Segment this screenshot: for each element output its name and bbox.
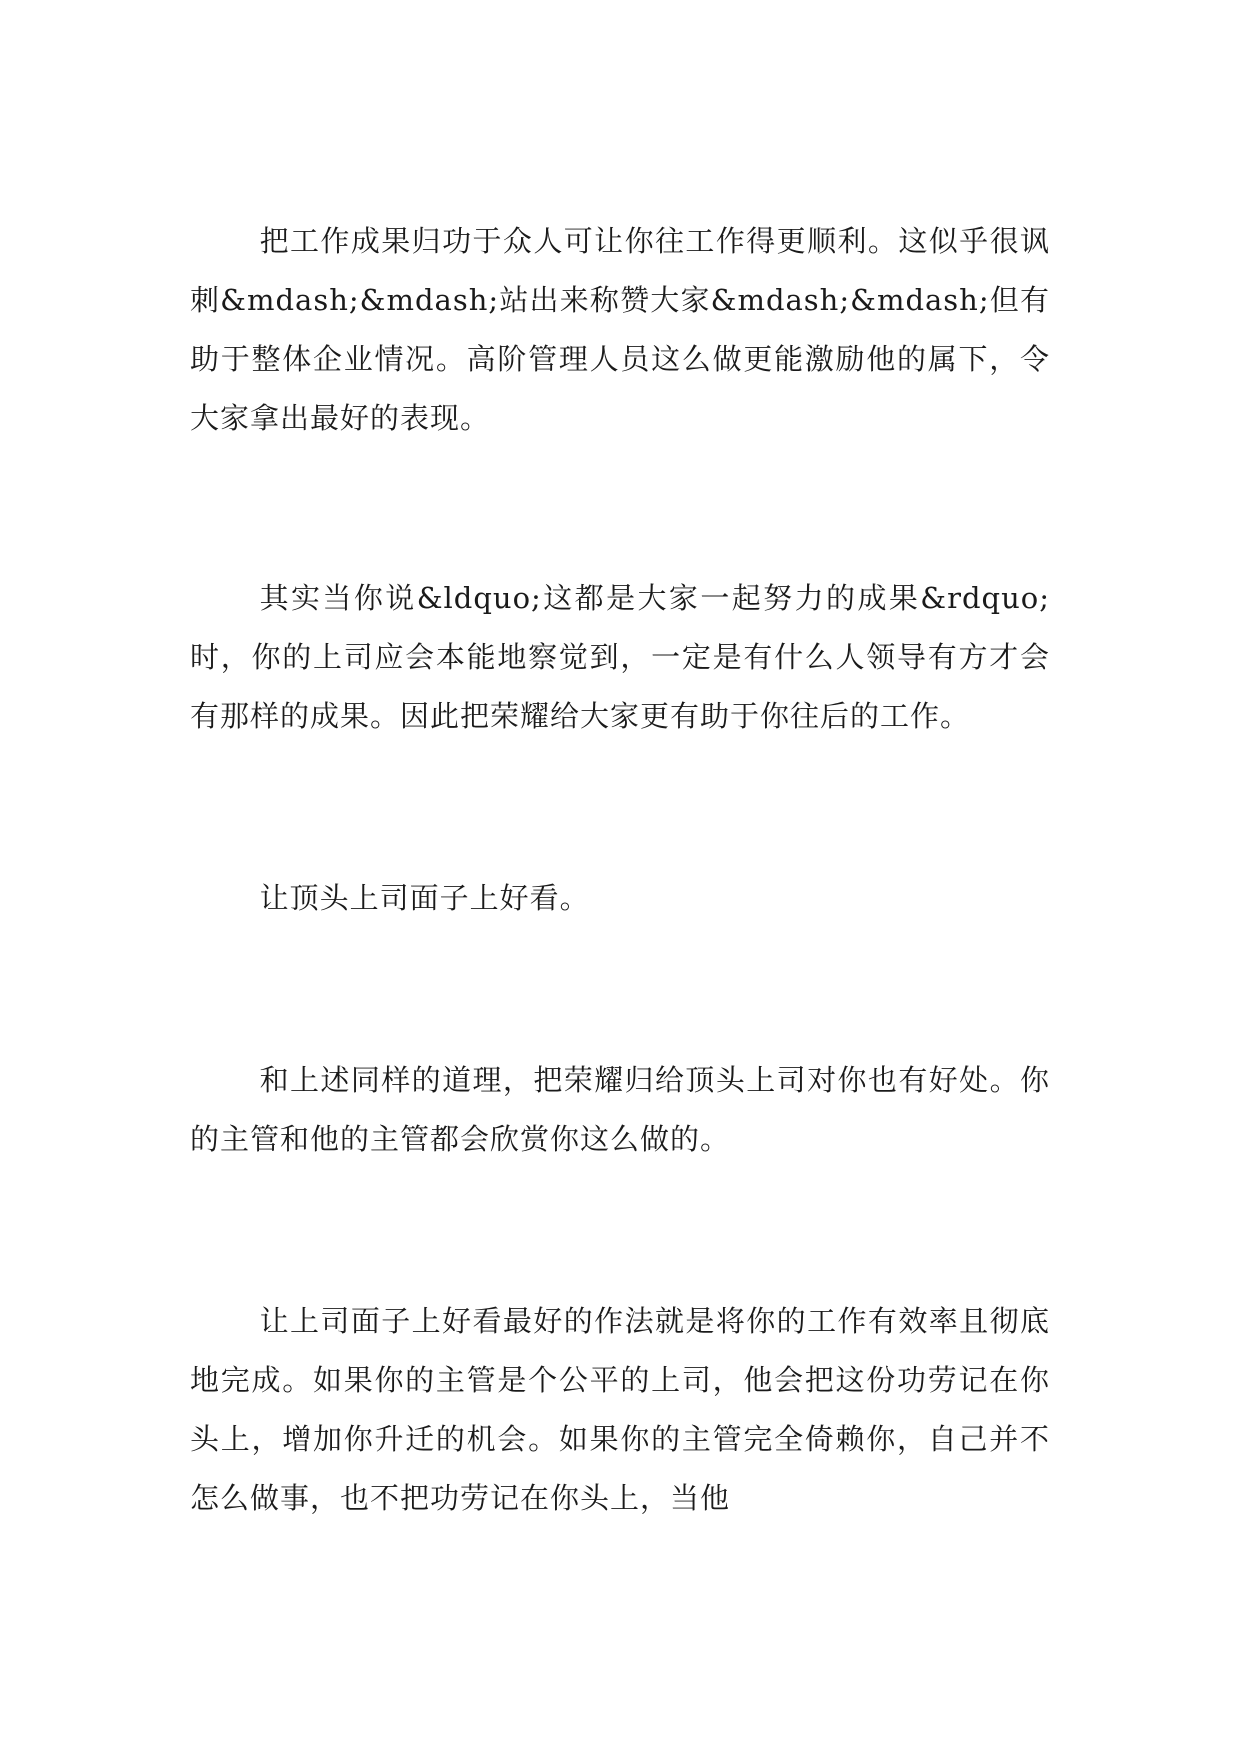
- paragraph-credit-to-boss: 和上述同样的道理，把荣耀归给顶头上司对你也有好处。你的主管和他的主管都会欣赏你这么做的。: [190, 1063, 1050, 1156]
- paragraph-best-practice: 让上司面子上好看最好的作法就是将你的工作有效率且彻底地完成。如果你的主管是个公平的上司，他会把这份功劳记在你头上，增加你升迁的机会。如果你的主管完全倚赖你，自己并不怎么做事，也不把功劳记在你头上，当他: [190, 1304, 1050, 1515]
- paragraph-heading-boss-face: 让顶头上司面子上好看。: [259, 881, 590, 915]
- paragraph-team-effort: 其实当你说&ldquo;这都是大家一起努力的成果&rdquo;时，你的上司应会本能地察觉到，一定是有什么人领导有方才会有那样的成果。因此把荣耀给大家更有助于你往后的工作。: [190, 581, 1050, 733]
- paragraph-credit-to-team: 把工作成果归功于众人可让你往工作得更顺利。这似乎很讽刺&mdash;&mdash;站出来称赞大家&mdash;&mdash;但有助于整体企业情况。高阶管理人员这么做更能激励他的属下，令大家拿出最好的表现。: [190, 224, 1050, 435]
- document-body: [190, 212, 1050, 1528]
